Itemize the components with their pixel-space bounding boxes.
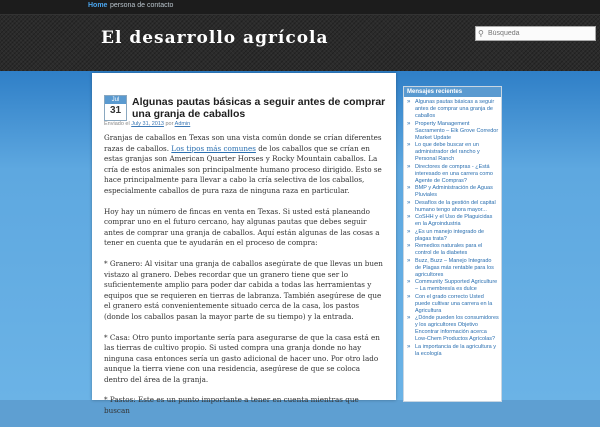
search-icon[interactable]: ⚲ [478,29,484,38]
bullet-arrow-icon: » [407,343,411,350]
post-author-link[interactable]: Admin [174,121,191,127]
list-item [406,142,499,163]
bullet-arrow-icon: » [407,142,411,148]
recent-post-link[interactable]: La importancia de la agricultura y la ecología [415,343,497,357]
list-item [406,99,499,120]
recent-post-link[interactable]: Community Supported Agriculture – La membresía es dulce [415,279,498,292]
post-content-area [92,73,396,416]
recent-post-link[interactable]: CoSHH y el Uso de Plaguicidas en la Agroindustria [415,214,493,227]
list-item [406,164,499,185]
list-item [406,243,499,257]
bullet-arrow-icon: » [407,199,411,206]
bullet-arrow-icon: » [407,99,411,105]
recent-post-link[interactable]: Directores de compras - ¿Está interesado en una carrera como Agente de Compras? [415,163,493,184]
recent-post-link[interactable]: Con el grado correcto Usted puede cultivar una carrera en la Agricultura [415,293,493,314]
post-paragraph: Hoy hay un número de fincas en venta en Texas. Si usted está planeando comprar uno en el futuro cercano, hay algunas pautas que debes seguir antes de comprar una granja de caballos. Aquí están algunas de las cosas a tener en cuenta que te ayudarán en el proceso de compra: [104,206,380,248]
post-date-month: Jul [105,96,126,104]
bullet-arrow-icon: » [407,214,411,220]
bullet-arrow-icon: » [407,163,411,170]
recent-post-link[interactable]: Remedios naturales para el control de la diabetes [415,243,483,256]
bullet-arrow-icon: » [407,228,411,235]
bullet-arrow-icon: » [407,279,411,285]
site-header [0,15,600,71]
list-item [406,258,499,279]
post-date-badge [104,95,127,121]
list-item [406,200,499,214]
post-date-day: 31 [109,105,122,116]
list-item [406,214,499,228]
list-item [406,294,499,315]
bullet-arrow-icon: » [407,257,411,264]
recent-posts-list [404,97,501,358]
post-paragraph: * Pastos: Este es un punto importante a tener en cuenta mientras que buscan [104,395,359,416]
search-input[interactable] [488,28,592,39]
post-paragraph-text: Granjas de caballos en Texas son una vista común donde se crían diferentes razas de caballos. [104,133,382,153]
post-meta [104,121,190,127]
bullet-arrow-icon: » [407,293,411,300]
recent-post-link[interactable]: Buzz, Buzz – Manejo Integrado de Plagas más rentable para los agricultores [415,257,494,278]
bullet-arrow-icon: » [407,315,411,321]
post-paragraph-text: de los caballos que se crían en estas granjas son American Quarter Horses y Rocky Mountain caballos. La cría de estos animales son principalmente humano proceso dirigido. Esto se hace principalmente para llevar a cabo la cría selectiva de los caballos, especialmente caballos de pura raza de ninguna raza en particular. [104,143,382,195]
search-box [475,26,596,41]
post-paragraph: * Granero: Al visitar una granja de caballos asegúrate de que llevas un buen vistazo al granero. Debes recordar que un granero tiene que ser lo suficientemente amplio para poder dar cabida a todas las herramientas y equipos que se requieren en tierras de labranza. También asegúrese de que el granero está convenientemente situado cerca de la casa, los pastos (donde los caballos pasan la mayor parte de su tiempo) y la entrada. [104,258,383,321]
post-inline-link[interactable]: Los tipos más comunes [171,143,256,153]
post-title[interactable]: Algunas pautas básicas a seguir antes de comprar una granja de caballos [132,96,386,120]
sidebar-title: Mensajes recientes [404,87,501,97]
list-item [406,229,499,243]
recent-post-link[interactable]: Property Management Sacramento – Elk Grove Corredor Market Update [415,120,499,141]
recent-post-link[interactable]: BMP y Administración de Aguas Pluviales [415,185,493,198]
list-item [406,121,499,142]
post-body [104,133,386,427]
list-item [406,279,499,293]
list-item [406,185,499,199]
list-item [406,344,499,358]
post-meta-prefix: Enviado el [104,121,130,127]
post-meta-by: por [165,121,174,127]
recent-post-link[interactable]: Desafíos de la gestión del capital humano tengo ahora mayor... [415,199,496,213]
recent-post-link[interactable]: Lo que debe buscar en un administrador del rancho y Personal Ranch [415,142,480,162]
site-title[interactable]: El desarrollo agrícola [101,28,329,48]
post-paragraph: * Casa: Otro punto importante sería para asegurarse de que la casa está en las tierras de cultivo propio. Si usted compra una granja donde no hay ninguna casa entonces sería un gasto adicional de hacer uno. Por otro lado aunque la tierra viene con una residencia, asegúrese de que se coloca dentro del área de la granja. [104,332,380,384]
top-navigation [0,0,600,15]
post-paragraph [104,133,386,197]
nav-contact-link[interactable]: persona de contacto [110,2,174,9]
bullet-arrow-icon: » [407,120,411,127]
sidebar-recent-posts [403,86,502,402]
list-item [406,315,499,343]
recent-post-link[interactable]: ¿Es un manejo integrado de plagas trata? [415,228,485,242]
nav-home-link[interactable]: Home [88,2,108,9]
post-date-link[interactable]: July 31, 2013 [131,121,164,127]
recent-post-link[interactable]: Algunas pautas básicas a seguir antes de comprar una granja de caballos [415,99,495,119]
recent-post-link[interactable]: ¿Dónde pueden los consumidores y los agricultores Objetivo Encontrar información acerca Low-Chem Productos Agrícolas? [415,315,499,342]
bullet-arrow-icon: » [407,185,411,191]
bullet-arrow-icon: » [407,243,411,249]
